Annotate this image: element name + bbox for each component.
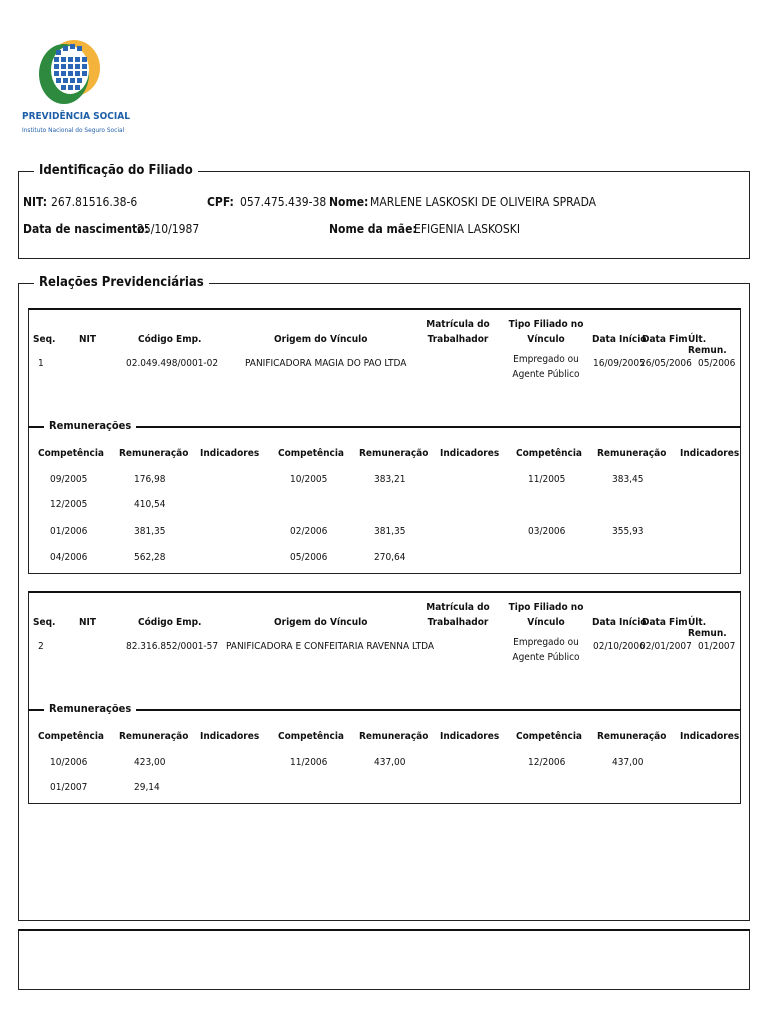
remuneracoes-header-1: [28, 448, 741, 464]
col-remuneracao: Remuneração: [119, 448, 189, 459]
header-nit: NIT: [79, 334, 97, 345]
cpf-value: 057.475.439-38: [240, 195, 327, 209]
col-competencia: Competência: [516, 731, 582, 742]
header-origem: Origem do Vínculo: [274, 617, 368, 628]
remuneracao-row: [28, 474, 741, 490]
competencia-cell: 11/2006: [290, 757, 328, 768]
identificacao-box: [18, 171, 750, 259]
col-competencia: Competência: [38, 731, 104, 742]
remuneracao-cell: 381,35: [374, 526, 406, 537]
vinculo-1-row: [28, 356, 741, 386]
nome-label: Nome:: [329, 195, 369, 209]
remuneracao-row: [28, 499, 741, 515]
competencia-cell: 02/2006: [290, 526, 328, 537]
header-tipo: Tipo Filiado no Vínculo: [508, 602, 584, 628]
identificacao-legend: Identificação do Filiado: [34, 163, 198, 178]
header-data-inicio: Data Início: [592, 617, 647, 628]
remuneracao-row: [28, 782, 741, 798]
cpf-label: CPF:: [207, 195, 234, 209]
remuneracao-cell: 355,93: [612, 526, 644, 537]
relacoes-legend: Relações Previdenciárias: [34, 275, 209, 290]
vinculo-seq: 1: [38, 358, 44, 369]
competencia-cell: 04/2006: [50, 552, 88, 563]
nit-label: NIT:: [23, 195, 48, 209]
remuneracao-cell: 270,64: [374, 552, 406, 563]
header-data-inicio: Data Início: [592, 334, 647, 345]
remuneracao-row: [28, 526, 741, 542]
vinculo-codigo: 02.049.498/0001-02: [126, 358, 219, 369]
header-ult-remun: Últ. Remun.: [688, 334, 727, 356]
vinculo-tipo: Empregado ou Agente Público: [512, 637, 580, 663]
remuneracao-cell: 437,00: [612, 757, 644, 768]
col-indicadores: Indicadores: [680, 731, 740, 742]
header-data-fim: Data Fim: [642, 334, 688, 345]
vinculo-ult-remun: 05/2006: [698, 358, 736, 369]
previdencia-logo: [20, 36, 130, 142]
vinculo-2-row: [28, 639, 741, 669]
vinculo-data-fim: 02/01/2007: [640, 641, 692, 652]
competencia-cell: 11/2005: [528, 474, 566, 485]
vinculo-origem: PANIFICADORA MAGIA DO PAO LTDA: [245, 358, 407, 369]
logo-subtitle: Instituto Nacional do Seguro Social: [22, 126, 125, 134]
col-remuneracao: Remuneração: [359, 731, 429, 742]
header-origem: Origem do Vínculo: [274, 334, 368, 345]
header-matricula: Matrícula do Trabalhador: [426, 319, 490, 345]
mae-value: EFIGENIA LASKOSKI: [414, 222, 521, 236]
remuneracao-cell: 29,14: [134, 782, 160, 793]
nascimento-label: Data de nascimento:: [23, 222, 149, 236]
vinculo-seq: 2: [38, 641, 44, 652]
previdencia-logo-icon: [34, 36, 104, 110]
vinculo-1-header: [28, 314, 741, 354]
col-competencia: Competência: [516, 448, 582, 459]
col-indicadores: Indicadores: [200, 448, 260, 459]
remuneracoes-legend-2: Remunerações: [44, 702, 136, 715]
header-tipo: Tipo Filiado no Vínculo: [508, 319, 584, 345]
remuneracao-cell: 176,98: [134, 474, 166, 485]
vinculo-tipo: Empregado ou Agente Público: [512, 354, 580, 380]
header-seq: Seq.: [33, 334, 56, 345]
vinculo-data-inicio: 02/10/2006: [593, 641, 645, 652]
competencia-cell: 12/2005: [50, 499, 88, 510]
header-seq: Seq.: [33, 617, 56, 628]
mae-label: Nome da mãe:: [329, 222, 417, 236]
remuneracao-cell: 383,21: [374, 474, 406, 485]
remuneracao-row: [28, 552, 741, 568]
remuneracao-cell: 437,00: [374, 757, 406, 768]
header-nit: NIT: [79, 617, 97, 628]
competencia-cell: 12/2006: [528, 757, 566, 768]
col-remuneracao: Remuneração: [359, 448, 429, 459]
header-matricula: Matrícula do Trabalhador: [426, 602, 490, 628]
vinculo-2-header: [28, 597, 741, 637]
vinculo-origem: PANIFICADORA E CONFEITARIA RAVENNA LTDA: [226, 641, 435, 652]
col-remuneracao: Remuneração: [597, 731, 667, 742]
nascimento-value: 25/10/1987: [137, 222, 200, 236]
col-indicadores: Indicadores: [440, 731, 500, 742]
col-remuneracao: Remuneração: [597, 448, 667, 459]
col-indicadores: Indicadores: [200, 731, 260, 742]
remuneracao-cell: 410,54: [134, 499, 166, 510]
col-competencia: Competência: [38, 448, 104, 459]
remuneracao-cell: 562,28: [134, 552, 166, 563]
competencia-cell: 01/2007: [50, 782, 88, 793]
remuneracao-cell: 423,00: [134, 757, 166, 768]
remuneracoes-legend-1: Remunerações: [44, 419, 136, 432]
header-data-fim: Data Fim: [642, 617, 688, 628]
vinculo-codigo: 82.316.852/0001-57: [126, 641, 219, 652]
header-codigo: Código Emp.: [138, 617, 202, 628]
competencia-cell: 01/2006: [50, 526, 88, 537]
col-indicadores: Indicadores: [680, 448, 740, 459]
footer-box: [18, 929, 750, 990]
nit-value: 267.81516.38-6: [51, 195, 138, 209]
remuneracoes-header-2: [28, 731, 741, 747]
header-ult-remun: Últ. Remun.: [688, 617, 727, 639]
vinculo-data-fim: 26/05/2006: [640, 358, 692, 369]
competencia-cell: 10/2005: [290, 474, 328, 485]
col-indicadores: Indicadores: [440, 448, 500, 459]
vinculo-data-inicio: 16/09/2005: [593, 358, 645, 369]
logo-title: PREVIDÊNCIA SOCIAL: [22, 111, 130, 122]
nome-value: MARLENE LASKOSKI DE OLIVEIRA SPRADA: [370, 195, 597, 209]
col-remuneracao: Remuneração: [119, 731, 189, 742]
header-codigo: Código Emp.: [138, 334, 202, 345]
competencia-cell: 05/2006: [290, 552, 328, 563]
competencia-cell: 10/2006: [50, 757, 88, 768]
col-competencia: Competência: [278, 731, 344, 742]
vinculo-ult-remun: 01/2007: [698, 641, 736, 652]
competencia-cell: 09/2005: [50, 474, 88, 485]
remuneracao-cell: 383,45: [612, 474, 644, 485]
col-competencia: Competência: [278, 448, 344, 459]
remuneracao-cell: 381,35: [134, 526, 166, 537]
remuneracao-row: [28, 757, 741, 773]
competencia-cell: 03/2006: [528, 526, 566, 537]
